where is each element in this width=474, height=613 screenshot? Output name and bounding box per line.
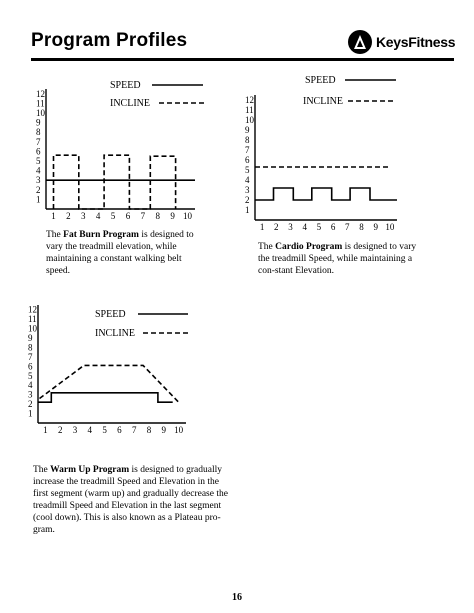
cardio-y-tick-label: 5 <box>245 165 250 175</box>
warm-up-program-name: Warm Up Program <box>50 465 130 475</box>
cardio-x-tick-label: 6 <box>330 222 336 232</box>
cardio-description <box>258 241 420 277</box>
fat-burn-y-tick-label: 9 <box>36 117 41 128</box>
fat-burn-program-name: Fat Burn Program <box>63 230 139 240</box>
warm-up-description-text: is designed to gradually increase the treadmill Speed and Elevation in the first segment (warm up) and gradually decrease the treadmill Speed and Elevation in the last segment (cool down). This is also known as a Plateau pro-gram. <box>33 465 228 535</box>
warm-up-x-tick-label: 7 <box>131 425 137 435</box>
fat-burn-legend-speed-label: SPEED <box>110 80 141 91</box>
cardio-y-tick-label: 1 <box>245 205 250 215</box>
cardio-x-tick-label: 10 <box>385 222 395 232</box>
warm-up-y-tick-label: 9 <box>28 333 33 344</box>
fat-burn-y-tick-label: 4 <box>36 165 41 176</box>
fat-burn-x-tick-label: 5 <box>110 211 116 221</box>
fat-burn-x-tick-label: 10 <box>183 211 193 221</box>
fat-burn-x-tick-label: 3 <box>81 211 86 221</box>
warm-up-x-tick-label: 2 <box>57 425 63 435</box>
warm-up-x-tick-label: 4 <box>87 425 93 435</box>
page-number: 16 <box>232 592 242 603</box>
fat-burn-y-tick-label: 10 <box>36 108 45 118</box>
warm-up-y-tick-label: 12 <box>28 304 37 315</box>
cardio-y-tick-label: 3 <box>245 185 250 195</box>
brand-name: KeysFitness <box>376 34 456 50</box>
cardio-x-tick-label: 8 <box>359 222 364 232</box>
cardio-description-text: is designed to vary the treadmill Speed, while maintaining a con-stant Elevation. <box>258 242 417 276</box>
cardio-y-tick-label: 2 <box>245 195 250 205</box>
fat-burn-y-tick-label: 2 <box>36 184 41 195</box>
cardio-program-name: Cardio Program <box>275 242 343 252</box>
cardio-legend-speed-label: SPEED <box>305 75 336 86</box>
fat-burn-x-tick-label: 7 <box>140 211 146 221</box>
cardio-legend-incline-label: INCLINE <box>303 96 343 107</box>
cardio-x-tick-label: 2 <box>274 222 279 232</box>
cardio-x-tick-label: 3 <box>288 222 293 232</box>
fat-burn-y-tick-label: 5 <box>36 156 41 166</box>
fat-burn-legend-incline-label: INCLINE <box>110 98 150 109</box>
cardio-y-tick-label: 8 <box>245 135 250 145</box>
warm-up-y-tick-label: 5 <box>28 370 33 381</box>
fat-burn-x-tick-label: 6 <box>125 211 131 221</box>
cardio-x-tick-label: 9 <box>373 222 378 232</box>
warm-up-x-tick-label: 1 <box>43 425 48 435</box>
cardio-y-tick-label: 7 <box>245 145 250 155</box>
fat-burn-description-text: is designed to vary the treadmill elevation, while maintaining a constant walking belt speed. <box>46 230 194 276</box>
warm-up-y-tick-label: 4 <box>28 380 33 391</box>
fat-burn-y-tick-label: 1 <box>36 194 41 205</box>
fat-burn-y-tick-label: 7 <box>36 136 41 147</box>
cardio-y-tick-label: 10 <box>245 115 254 125</box>
fat-burn-x-tick-label: 8 <box>155 211 160 221</box>
cardio-y-tick-label: 4 <box>245 175 250 185</box>
warm-up-x-tick-label: 6 <box>117 425 122 435</box>
warm-up-legend-incline-label: INCLINE <box>95 328 135 339</box>
warm-up-y-tick-label: 3 <box>28 389 33 400</box>
warm-up-y-tick-label: 11 <box>28 314 37 325</box>
fat-burn-x-tick-label: 9 <box>170 211 175 221</box>
warm-up-y-tick-label: 7 <box>28 351 33 362</box>
page-title: Program Profiles <box>31 30 188 51</box>
fat-burn-description <box>46 229 206 277</box>
warm-up-x-tick-label: 8 <box>146 425 152 435</box>
fat-burn-x-tick-label: 2 <box>66 211 71 221</box>
fat-burn-y-tick-label: 11 <box>36 98 45 109</box>
cardio-x-tick-label: 1 <box>259 222 265 232</box>
cardio-x-tick-label: 5 <box>316 222 322 232</box>
warm-up-y-tick-label: 6 <box>28 361 33 372</box>
warm-up-x-tick-label: 3 <box>72 425 78 435</box>
fat-burn-description-lead: The <box>46 230 64 240</box>
fat-burn-x-tick-label: 1 <box>51 211 56 221</box>
cardio-x-tick-label: 4 <box>302 222 307 232</box>
cardio-x-tick-label: 7 <box>345 222 350 232</box>
fat-burn-x-tick-label: 4 <box>95 211 101 221</box>
warm-up-y-tick-label: 10 <box>28 323 37 334</box>
cardio-y-tick-label: 6 <box>245 155 250 165</box>
fat-burn-y-tick-label: 6 <box>36 146 41 157</box>
warm-up-x-tick-label: 5 <box>102 425 107 435</box>
warm-up-description <box>33 464 229 536</box>
cardio-y-tick-label: 11 <box>245 105 254 115</box>
warm-up-x-tick-label: 10 <box>174 425 184 435</box>
warm-up-y-tick-label: 2 <box>28 399 33 410</box>
cardio-y-tick-label: 9 <box>245 125 250 135</box>
fat-burn-y-tick-label: 12 <box>36 88 45 99</box>
cardio-y-tick-label: 12 <box>245 95 254 105</box>
warm-up-speed-line <box>38 393 173 402</box>
fat-burn-y-tick-label: 3 <box>36 175 41 186</box>
fat-burn-y-tick-label: 8 <box>36 127 41 138</box>
warm-up-y-tick-label: 1 <box>28 408 33 419</box>
cardio-description-lead: The <box>258 242 276 252</box>
warm-up-description-lead: The <box>33 465 51 475</box>
warm-up-x-tick-label: 9 <box>161 425 167 435</box>
warm-up-legend-speed-label: SPEED <box>95 309 126 320</box>
warm-up-y-tick-label: 8 <box>28 342 33 353</box>
